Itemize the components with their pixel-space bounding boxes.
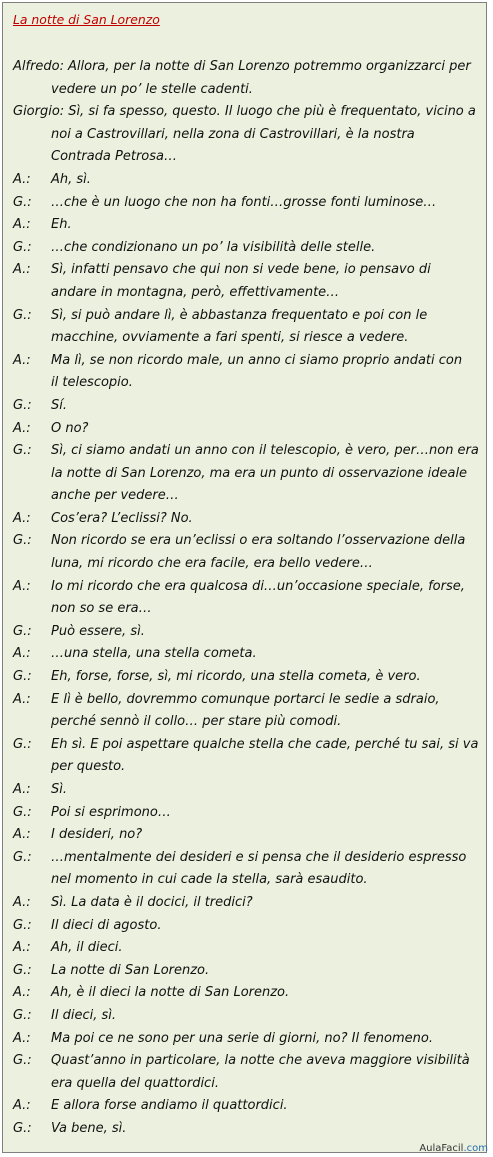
line-text: …che condizionano un po’ la visibilità delle stelle. [51, 239, 376, 255]
speaker-label: A.: [13, 827, 31, 843]
line-text: Eh, forse, forse, sì, mi ricordo, una stella cometa, è vero. [51, 669, 421, 685]
speaker-label: A.: [13, 646, 31, 662]
speaker-label [13, 869, 51, 892]
speaker-label [13, 124, 51, 147]
line-text: nel momento in cui cade la stella, sarà esaudito. [51, 872, 368, 888]
dialogue-line [13, 124, 479, 147]
line-text: Quast’anno in particolare, la notte che aveva maggiore visibilità [51, 1053, 470, 1069]
dialogue-list [13, 56, 479, 1141]
dialogue-line [13, 576, 479, 599]
speaker-label [13, 463, 51, 486]
line-text: Allora, per la notte di San Lorenzo potremmo organizzarci per [68, 59, 471, 74]
speaker-label: G.: [13, 397, 32, 413]
dialogue-line [13, 327, 479, 350]
line-text: Contrada Petrosa… [51, 149, 178, 165]
line-text: era quella del quattordici. [51, 1075, 219, 1091]
line-text: …che è un luogo che non ha fonti…grosse fonti luminose… [51, 194, 437, 210]
line-text: Poi si esprimono… [51, 804, 171, 820]
dialogue-line [13, 960, 479, 983]
speaker-label: G.: [13, 917, 32, 933]
dialogue-line [13, 1028, 479, 1051]
speaker-label: G.: [13, 669, 32, 685]
dialogue-line [13, 56, 479, 79]
line-text: Può essere, sì. [51, 623, 145, 639]
dialogue-line [13, 779, 479, 802]
speaker-label: G.: [13, 307, 32, 323]
dialogue-line [13, 1050, 479, 1073]
dialogue-line [13, 756, 479, 779]
speaker-label [13, 1073, 51, 1096]
dialogue-line [13, 553, 479, 576]
speaker-label: G.: [13, 533, 32, 549]
transcript-panel [2, 2, 487, 1153]
speaker-label: G.: [13, 849, 32, 865]
dialogue-line [13, 824, 479, 847]
dialogue-line [13, 79, 479, 102]
line-text: Sí. [51, 397, 67, 413]
dialogue-line [13, 1095, 479, 1118]
speaker-label: G.: [13, 239, 32, 255]
speaker-label: G.: [13, 1120, 32, 1136]
line-text: noi a Castrovillari, nella zona di Castrovillari, è la nostra [51, 126, 415, 142]
speaker-label: A.: [13, 217, 31, 233]
line-text: macchine, ovviamente a fari spenti, si riesce a vedere. [51, 330, 409, 346]
speaker-label: G.: [13, 736, 32, 752]
dialogue-line [13, 101, 479, 124]
line-text: Sì, infatti pensavo che qui non si vede bene, io pensavo di [51, 262, 431, 278]
speaker-label [13, 756, 51, 779]
line-text: la notte di San Lorenzo, ma era un punto di osservazione ideale [51, 465, 468, 481]
speaker-label: A.: [13, 262, 31, 278]
speaker-label: A.: [13, 578, 31, 594]
line-text: Ah, sì. [51, 171, 91, 187]
speaker-label: G.: [13, 194, 32, 210]
speaker-label: A.: [13, 171, 31, 187]
dialogue-line [13, 643, 479, 666]
speaker-label: G.: [13, 962, 32, 978]
line-text: Non ricordo se era un’eclissi o era soltando l’osservazione della [51, 533, 466, 549]
site-watermark [419, 1143, 488, 1154]
dialogue-line [13, 169, 479, 192]
line-text: O no? [51, 420, 89, 436]
dialogue-line [13, 214, 479, 237]
dialogue-line [13, 847, 479, 870]
dialogue-line [13, 915, 479, 938]
dialogue-line [13, 530, 479, 553]
line-text: perché sennò il collo… per stare più comodi. [51, 714, 342, 730]
dialogue-line [13, 598, 479, 621]
line-text: vedere un po’ le stelle cadenti. [51, 81, 253, 97]
line-text: per questo. [51, 759, 126, 775]
watermark-main: AulaFacil [419, 1143, 464, 1154]
speaker-label: G.: [13, 1007, 32, 1023]
speaker-label: G.: [13, 443, 32, 459]
line-text: non so se era… [51, 601, 152, 617]
line-text: Il dieci, sì. [51, 1007, 116, 1023]
speaker-label: A.: [13, 1030, 31, 1046]
dialogue-line [13, 305, 479, 328]
dialogue-line [13, 982, 479, 1005]
dialogue-line [13, 508, 479, 531]
speaker-label: A.: [13, 691, 31, 707]
speaker-label [13, 79, 51, 102]
speaker-label: G.: [13, 623, 32, 639]
speaker-label [13, 327, 51, 350]
line-text: Cos’era? L’eclissi? No. [51, 510, 193, 526]
line-text: Io mi ricordo che era qualcosa di…un’occasione speciale, forse, [51, 578, 465, 594]
speaker-label [13, 485, 51, 508]
line-text: Il dieci di agosto. [51, 917, 162, 933]
speaker-label: G.: [13, 804, 32, 820]
dialogue-line [13, 237, 479, 260]
dialogue-line [13, 892, 479, 915]
speaker-label [13, 598, 51, 621]
dialogue-line [13, 1005, 479, 1028]
line-text: Ah, il dieci. [51, 940, 123, 956]
dialogue-line [13, 937, 479, 960]
dialogue-line [13, 621, 479, 644]
dialogue-line [13, 1118, 479, 1141]
line-text: il telescopio. [51, 375, 133, 391]
dialogue-line [13, 418, 479, 441]
line-text: …mentalmente dei desideri e si pensa che il desiderio espresso [51, 849, 467, 865]
line-text: Sì, si fa spesso, questo. Il luogo che più è frequentato, vicino a [68, 104, 476, 120]
dialogue-line [13, 463, 479, 486]
dialogue-line [13, 395, 479, 418]
line-text: Sì. La data è il docici, il tredici? [51, 894, 253, 910]
line-text: Sì, si può andare lì, è abbastanza frequentato e poi con le [51, 307, 428, 323]
line-text: I desideri, no? [51, 827, 143, 843]
speaker-label [13, 553, 51, 576]
dialogue-line [13, 192, 479, 215]
speaker-label: A.: [13, 940, 31, 956]
speaker-label [13, 372, 51, 395]
speaker-label: A.: [13, 420, 31, 436]
dialogue-line [13, 711, 479, 734]
dialogue-line [13, 689, 479, 712]
dialogue-line [13, 259, 479, 282]
speaker-label [13, 146, 51, 169]
page-title: La notte di San Lorenzo [13, 12, 160, 27]
speaker-label: G.: [13, 1053, 32, 1069]
dialogue-line [13, 1073, 479, 1096]
dialogue-line [13, 485, 479, 508]
speaker-label: A.: [13, 510, 31, 526]
speaker-label: A.: [13, 352, 31, 368]
line-text: Eh. [51, 217, 72, 233]
line-text: andare in montagna, però, effettivamente… [51, 284, 340, 300]
speaker-label [13, 711, 51, 734]
dialogue-line [13, 350, 479, 373]
line-text: La notte di San Lorenzo. [51, 962, 210, 978]
dialogue-line [13, 282, 479, 305]
dialogue-line [13, 802, 479, 825]
dialogue-line [13, 734, 479, 757]
line-text: Sì. [51, 782, 67, 797]
dialogue-line [13, 666, 479, 689]
line-text: Ma poi ce ne sono per una serie di giorni, no? Il fenomeno. [51, 1030, 433, 1046]
speaker-label: A.: [13, 894, 31, 910]
dialogue-line [13, 440, 479, 463]
line-text: Eh sì. E poi aspettare qualche stella che cade, perché tu sai, si va [51, 736, 479, 752]
line-text: Ah, è il dieci la notte di San Lorenzo. [51, 985, 290, 1001]
line-text: luna, mi ricordo che era facile, era bello vedere… [51, 556, 373, 572]
speaker-label: Alfredo: [13, 59, 65, 74]
line-text: E lì è bello, dovremmo comunque portarci le sedie a sdraio, [51, 691, 440, 707]
line-text: Va bene, sì. [51, 1120, 127, 1136]
speaker-label [13, 282, 51, 305]
speaker-label: Giorgio: [13, 104, 65, 120]
speaker-label: A.: [13, 1098, 31, 1114]
speaker-label: A.: [13, 985, 31, 1001]
dialogue-line [13, 869, 479, 892]
line-text: …una stella, una stella cometa. [51, 646, 257, 662]
line-text: Ma lì, se non ricordo male, un anno ci siamo proprio andati con [51, 352, 463, 368]
dialogue-line [13, 146, 479, 169]
watermark-suffix: .com [463, 1143, 488, 1154]
line-text: Sì, ci siamo andati un anno con il telescopio, è vero, per…non era [51, 443, 479, 459]
line-text: anche per vedere… [51, 488, 179, 504]
line-text: E allora forse andiamo il quattordici. [51, 1098, 288, 1114]
speaker-label: A.: [13, 782, 31, 797]
dialogue-line [13, 372, 479, 395]
